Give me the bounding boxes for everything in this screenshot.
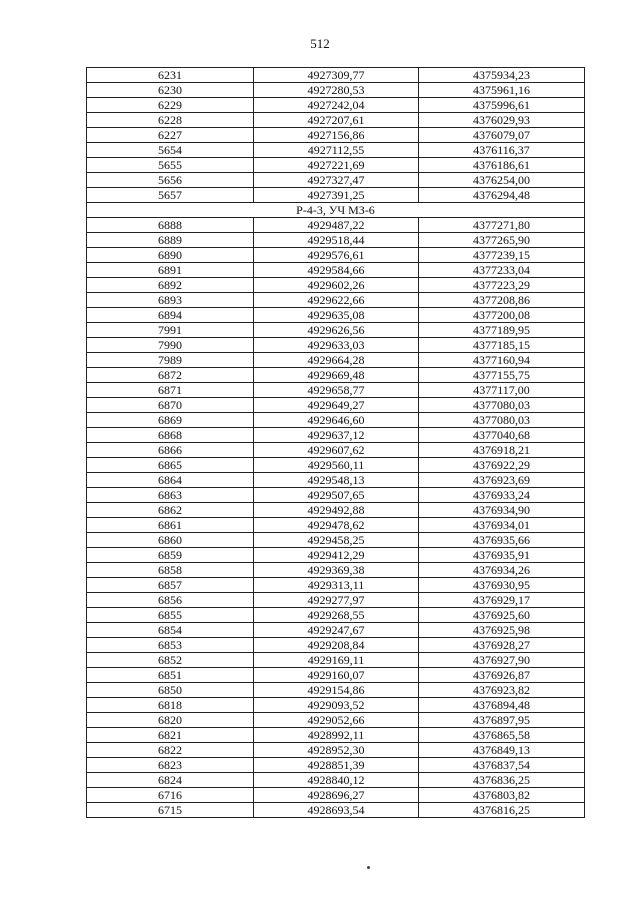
table-row bbox=[87, 458, 585, 473]
x-coordinate-cell: 4928992,11 bbox=[254, 728, 419, 743]
point-number-cell: 6860 bbox=[87, 533, 254, 548]
x-coordinate-cell: 4929478,62 bbox=[254, 518, 419, 533]
x-coordinate-cell: 4929664,28 bbox=[254, 353, 419, 368]
y-coordinate-cell: 4375996,61 bbox=[419, 98, 585, 113]
y-coordinate-cell: 4377160,94 bbox=[419, 353, 585, 368]
y-coordinate-cell: 4377080,03 bbox=[419, 413, 585, 428]
table-row bbox=[87, 278, 585, 293]
y-coordinate-cell: 4376923,69 bbox=[419, 473, 585, 488]
x-coordinate-cell: 4928952,30 bbox=[254, 743, 419, 758]
table-row bbox=[87, 698, 585, 713]
point-number-cell: 6850 bbox=[87, 683, 254, 698]
table-row bbox=[87, 113, 585, 128]
x-coordinate-cell: 4929160,07 bbox=[254, 668, 419, 683]
x-coordinate-cell: 4929052,66 bbox=[254, 713, 419, 728]
section-row bbox=[87, 203, 585, 218]
table-row bbox=[87, 263, 585, 278]
point-number-cell: 7989 bbox=[87, 353, 254, 368]
point-number-cell: 6855 bbox=[87, 608, 254, 623]
y-coordinate-cell: 4376894,48 bbox=[419, 698, 585, 713]
x-coordinate-cell: 4929313,11 bbox=[254, 578, 419, 593]
y-coordinate-cell: 4377189,95 bbox=[419, 323, 585, 338]
point-number-cell: 6859 bbox=[87, 548, 254, 563]
point-number-cell: 6820 bbox=[87, 713, 254, 728]
y-coordinate-cell: 4376029,93 bbox=[419, 113, 585, 128]
y-coordinate-cell: 4376186,61 bbox=[419, 158, 585, 173]
x-coordinate-cell: 4929602,26 bbox=[254, 278, 419, 293]
y-coordinate-cell: 4377117,00 bbox=[419, 383, 585, 398]
x-coordinate-cell: 4929487,22 bbox=[254, 218, 419, 233]
point-number-cell: 6823 bbox=[87, 758, 254, 773]
table-row bbox=[87, 608, 585, 623]
y-coordinate-cell: 4376925,98 bbox=[419, 623, 585, 638]
y-coordinate-cell: 4376918,21 bbox=[419, 443, 585, 458]
x-coordinate-cell: 4927309,77 bbox=[254, 68, 419, 83]
table-row bbox=[87, 653, 585, 668]
point-number-cell: 6862 bbox=[87, 503, 254, 518]
x-coordinate-cell: 4929635,08 bbox=[254, 308, 419, 323]
table-row bbox=[87, 428, 585, 443]
table-row bbox=[87, 368, 585, 383]
y-coordinate-cell: 4377233,04 bbox=[419, 263, 585, 278]
table-row bbox=[87, 158, 585, 173]
point-number-cell: 6870 bbox=[87, 398, 254, 413]
x-coordinate-cell: 4929247,67 bbox=[254, 623, 419, 638]
x-coordinate-cell: 4928696,27 bbox=[254, 788, 419, 803]
point-number-cell: 6865 bbox=[87, 458, 254, 473]
table-row bbox=[87, 563, 585, 578]
point-number-cell: 6858 bbox=[87, 563, 254, 578]
point-number-cell: 6715 bbox=[87, 803, 254, 818]
x-coordinate-cell: 4929369,38 bbox=[254, 563, 419, 578]
x-coordinate-cell: 4927280,53 bbox=[254, 83, 419, 98]
x-coordinate-cell: 4928840,12 bbox=[254, 773, 419, 788]
point-number-cell: 6891 bbox=[87, 263, 254, 278]
coordinates-table bbox=[86, 67, 585, 818]
table-row bbox=[87, 728, 585, 743]
table-row bbox=[87, 188, 585, 203]
point-number-cell: 6893 bbox=[87, 293, 254, 308]
table-section bbox=[87, 203, 585, 218]
table-row bbox=[87, 323, 585, 338]
table-row bbox=[87, 743, 585, 758]
x-coordinate-cell: 4929576,61 bbox=[254, 248, 419, 263]
point-number-cell: 6854 bbox=[87, 623, 254, 638]
point-number-cell: 6890 bbox=[87, 248, 254, 263]
y-coordinate-cell: 4376803,82 bbox=[419, 788, 585, 803]
point-number-cell: 6864 bbox=[87, 473, 254, 488]
table-row bbox=[87, 533, 585, 548]
y-coordinate-cell: 4376928,27 bbox=[419, 638, 585, 653]
x-coordinate-cell: 4929412,29 bbox=[254, 548, 419, 563]
table-row bbox=[87, 593, 585, 608]
point-number-cell: 6871 bbox=[87, 383, 254, 398]
point-number-cell: 6229 bbox=[87, 98, 254, 113]
x-coordinate-cell: 4929458,25 bbox=[254, 533, 419, 548]
y-coordinate-cell: 4377239,15 bbox=[419, 248, 585, 263]
table-body-before bbox=[87, 68, 585, 203]
y-coordinate-cell: 4376254,00 bbox=[419, 173, 585, 188]
y-coordinate-cell: 4375934,23 bbox=[419, 68, 585, 83]
point-number-cell: 6861 bbox=[87, 518, 254, 533]
point-number-cell: 6889 bbox=[87, 233, 254, 248]
y-coordinate-cell: 4376897,95 bbox=[419, 713, 585, 728]
point-number-cell: 6227 bbox=[87, 128, 254, 143]
y-coordinate-cell: 4376922,29 bbox=[419, 458, 585, 473]
table-row bbox=[87, 713, 585, 728]
x-coordinate-cell: 4929518,44 bbox=[254, 233, 419, 248]
point-number-cell: 5655 bbox=[87, 158, 254, 173]
point-number-cell: 6866 bbox=[87, 443, 254, 458]
table-body-after bbox=[87, 218, 585, 818]
table-row bbox=[87, 248, 585, 263]
y-coordinate-cell: 4377080,03 bbox=[419, 398, 585, 413]
point-number-cell: 6863 bbox=[87, 488, 254, 503]
point-number-cell: 6869 bbox=[87, 413, 254, 428]
x-coordinate-cell: 4929093,52 bbox=[254, 698, 419, 713]
x-coordinate-cell: 4927391,25 bbox=[254, 188, 419, 203]
page-number: 512 bbox=[310, 36, 330, 51]
y-coordinate-cell: 4376079,07 bbox=[419, 128, 585, 143]
point-number-cell: 5656 bbox=[87, 173, 254, 188]
point-number-cell: 6852 bbox=[87, 653, 254, 668]
x-coordinate-cell: 4929492,88 bbox=[254, 503, 419, 518]
point-number-cell: 6894 bbox=[87, 308, 254, 323]
table-row bbox=[87, 503, 585, 518]
point-number-cell: 6857 bbox=[87, 578, 254, 593]
x-coordinate-cell: 4929507,65 bbox=[254, 488, 419, 503]
footer-mark bbox=[367, 866, 370, 869]
x-coordinate-cell: 4929658,77 bbox=[254, 383, 419, 398]
x-coordinate-cell: 4929560,11 bbox=[254, 458, 419, 473]
x-coordinate-cell: 4927221,69 bbox=[254, 158, 419, 173]
x-coordinate-cell: 4927112,55 bbox=[254, 143, 419, 158]
table-row bbox=[87, 83, 585, 98]
y-coordinate-cell: 4377155,75 bbox=[419, 368, 585, 383]
x-coordinate-cell: 4929637,12 bbox=[254, 428, 419, 443]
y-coordinate-cell: 4377271,80 bbox=[419, 218, 585, 233]
x-coordinate-cell: 4929626,56 bbox=[254, 323, 419, 338]
point-number-cell: 5657 bbox=[87, 188, 254, 203]
point-number-cell: 7990 bbox=[87, 338, 254, 353]
table-row bbox=[87, 383, 585, 398]
point-number-cell: 6821 bbox=[87, 728, 254, 743]
y-coordinate-cell: 4376925,60 bbox=[419, 608, 585, 623]
x-coordinate-cell: 4929607,62 bbox=[254, 443, 419, 458]
point-number-cell: 6872 bbox=[87, 368, 254, 383]
table-row bbox=[87, 443, 585, 458]
table-row bbox=[87, 68, 585, 83]
table-row bbox=[87, 218, 585, 233]
x-coordinate-cell: 4929622,66 bbox=[254, 293, 419, 308]
y-coordinate-cell: 4377265,90 bbox=[419, 233, 585, 248]
point-number-cell: 6868 bbox=[87, 428, 254, 443]
point-number-cell: 6228 bbox=[87, 113, 254, 128]
x-coordinate-cell: 4928693,54 bbox=[254, 803, 419, 818]
table-row bbox=[87, 473, 585, 488]
table-row bbox=[87, 683, 585, 698]
table-row bbox=[87, 98, 585, 113]
y-coordinate-cell: 4377185,15 bbox=[419, 338, 585, 353]
x-coordinate-cell: 4927327,47 bbox=[254, 173, 419, 188]
y-coordinate-cell: 4376933,24 bbox=[419, 488, 585, 503]
table-row bbox=[87, 788, 585, 803]
table-row bbox=[87, 308, 585, 323]
y-coordinate-cell: 4376865,58 bbox=[419, 728, 585, 743]
point-number-cell: 6818 bbox=[87, 698, 254, 713]
table-row bbox=[87, 398, 585, 413]
x-coordinate-cell: 4929646,60 bbox=[254, 413, 419, 428]
point-number-cell: 7991 bbox=[87, 323, 254, 338]
point-number-cell: 6851 bbox=[87, 668, 254, 683]
point-number-cell: 6822 bbox=[87, 743, 254, 758]
x-coordinate-cell: 4929633,03 bbox=[254, 338, 419, 353]
y-coordinate-cell: 4377223,29 bbox=[419, 278, 585, 293]
table-row bbox=[87, 488, 585, 503]
table-row bbox=[87, 638, 585, 653]
table-row bbox=[87, 518, 585, 533]
x-coordinate-cell: 4927156,86 bbox=[254, 128, 419, 143]
table-row bbox=[87, 578, 585, 593]
y-coordinate-cell: 4376934,26 bbox=[419, 563, 585, 578]
table-row bbox=[87, 293, 585, 308]
point-number-cell: 6888 bbox=[87, 218, 254, 233]
y-coordinate-cell: 4377200,08 bbox=[419, 308, 585, 323]
x-coordinate-cell: 4927242,04 bbox=[254, 98, 419, 113]
x-coordinate-cell: 4929277,97 bbox=[254, 593, 419, 608]
y-coordinate-cell: 4376294,48 bbox=[419, 188, 585, 203]
x-coordinate-cell: 4929548,13 bbox=[254, 473, 419, 488]
x-coordinate-cell: 4927207,61 bbox=[254, 113, 419, 128]
y-coordinate-cell: 4376935,66 bbox=[419, 533, 585, 548]
x-coordinate-cell: 4929669,48 bbox=[254, 368, 419, 383]
table-row bbox=[87, 353, 585, 368]
y-coordinate-cell: 4376929,17 bbox=[419, 593, 585, 608]
y-coordinate-cell: 4376836,25 bbox=[419, 773, 585, 788]
y-coordinate-cell: 4376934,90 bbox=[419, 503, 585, 518]
point-number-cell: 6853 bbox=[87, 638, 254, 653]
table-row bbox=[87, 413, 585, 428]
y-coordinate-cell: 4376816,25 bbox=[419, 803, 585, 818]
x-coordinate-cell: 4929154,86 bbox=[254, 683, 419, 698]
y-coordinate-cell: 4377208,86 bbox=[419, 293, 585, 308]
section-title: Р-4-3, УЧ МЗ-6 bbox=[87, 203, 585, 218]
point-number-cell: 6856 bbox=[87, 593, 254, 608]
y-coordinate-cell: 4376926,87 bbox=[419, 668, 585, 683]
table-row bbox=[87, 233, 585, 248]
x-coordinate-cell: 4929584,66 bbox=[254, 263, 419, 278]
table-row bbox=[87, 803, 585, 818]
table-row bbox=[87, 128, 585, 143]
x-coordinate-cell: 4929169,11 bbox=[254, 653, 419, 668]
y-coordinate-cell: 4376849,13 bbox=[419, 743, 585, 758]
y-coordinate-cell: 4376930,95 bbox=[419, 578, 585, 593]
table-row bbox=[87, 173, 585, 188]
x-coordinate-cell: 4929208,84 bbox=[254, 638, 419, 653]
table-row bbox=[87, 668, 585, 683]
table-row bbox=[87, 143, 585, 158]
point-number-cell: 6230 bbox=[87, 83, 254, 98]
table-row bbox=[87, 338, 585, 353]
point-number-cell: 5654 bbox=[87, 143, 254, 158]
y-coordinate-cell: 4376927,90 bbox=[419, 653, 585, 668]
point-number-cell: 6716 bbox=[87, 788, 254, 803]
y-coordinate-cell: 4376837,54 bbox=[419, 758, 585, 773]
y-coordinate-cell: 4377040,68 bbox=[419, 428, 585, 443]
y-coordinate-cell: 4376934,01 bbox=[419, 518, 585, 533]
table-row bbox=[87, 548, 585, 563]
x-coordinate-cell: 4928851,39 bbox=[254, 758, 419, 773]
point-number-cell: 6231 bbox=[87, 68, 254, 83]
y-coordinate-cell: 4376923,82 bbox=[419, 683, 585, 698]
y-coordinate-cell: 4376116,37 bbox=[419, 143, 585, 158]
x-coordinate-cell: 4929268,55 bbox=[254, 608, 419, 623]
y-coordinate-cell: 4376935,91 bbox=[419, 548, 585, 563]
point-number-cell: 6824 bbox=[87, 773, 254, 788]
y-coordinate-cell: 4375961,16 bbox=[419, 83, 585, 98]
table-row bbox=[87, 623, 585, 638]
x-coordinate-cell: 4929649,27 bbox=[254, 398, 419, 413]
point-number-cell: 6892 bbox=[87, 278, 254, 293]
table-row bbox=[87, 773, 585, 788]
table-row bbox=[87, 758, 585, 773]
